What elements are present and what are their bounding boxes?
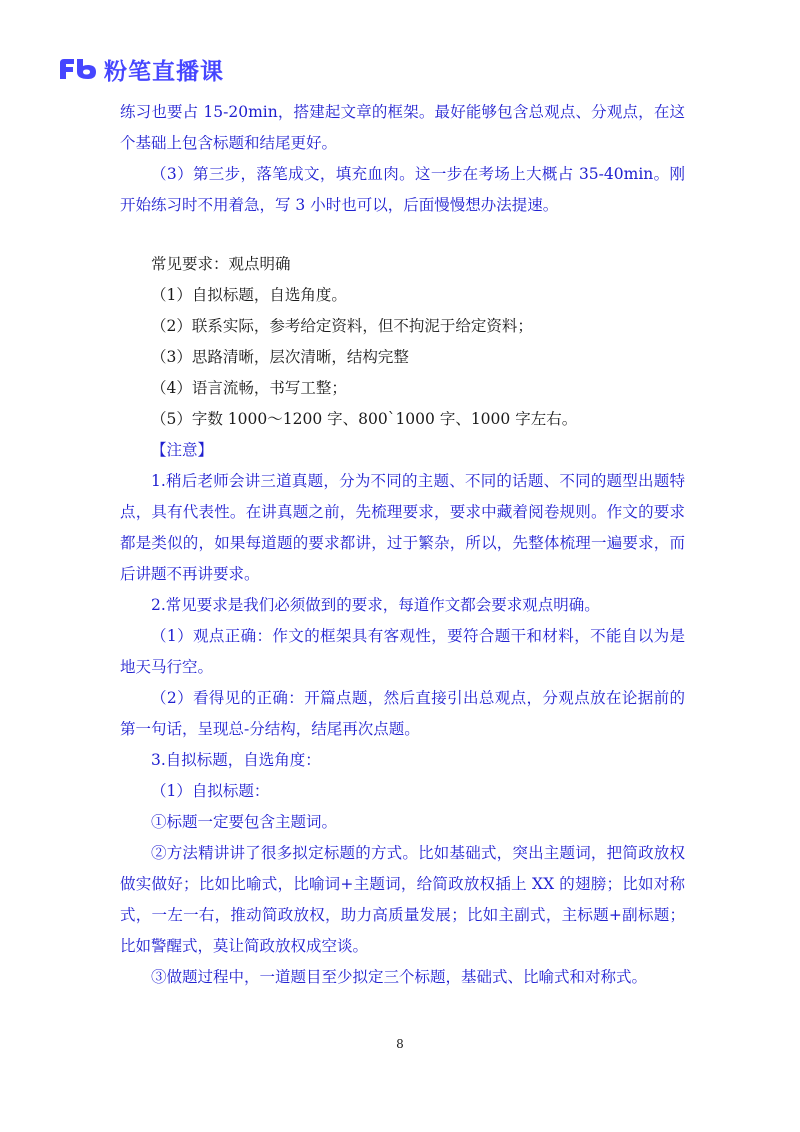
paragraph: （2）看得见的正确：开篇点题，然后直接引出总观点，分观点放在论据前的第一句话，呈现总-分结构，结尾再次点题。 [120,689,685,738]
paragraph: （1）自拟标题： [151,782,270,800]
paragraph: ③做题过程中，一道题目至少拟定三个标题，基础式、比喻式和对称式。 [151,968,648,986]
paragraph: ②方法精讲讲了很多拟定标题的方式。比如基础式，突出主题词，把简政放权做实做好；比如比喻式，比喻词+主题词，给简政放权插上 XX 的翅膀；比如对称式，一左一右，推动简政放权，助力高质量发展；比如主副式，主标题+副标题；比如警醒式，莫让简政放权成空谈。 [120,844,685,955]
paragraph: 2.常见要求是我们必须做到的要求，每道作文都会要求观点明确。 [151,596,600,614]
requirement-item: （1）自拟标题，自选角度。 [151,286,347,304]
header-logo [58,54,224,84]
paragraph: ①标题一定要包含主题词。 [151,813,338,831]
requirement-item: （5）字数 1000～1200 字、800`1000 字、1000 字左右。 [151,410,578,428]
paragraph: （1）观点正确：作文的框架具有客观性，要符合题干和材料，不能自以为是地天马行空。 [120,627,685,676]
brand-name: 粉笔直播课 [104,58,224,85]
paragraph-gap [120,221,685,243]
requirement-item: （3）思路清晰，层次清晰，结构完整 [151,348,409,366]
paragraph: 3.自拟标题，自选角度： [151,751,321,769]
page-number: 8 [396,1037,404,1051]
note-heading: 【注意】 [151,441,214,459]
paragraph: 1.稍后老师会讲三道真题，分为不同的主题、不同的话题、不同的题型出题特点，具有代表性。在讲真题之前，先梳理要求，要求中藏着阅卷规则。作文的要求都是类似的，如果每道题的要求都讲，过于繁杂，所以，先整体梳理一遍要求，而后讲题不再讲要求。 [120,472,685,583]
requirement-item: （4）语言流畅，书写工整； [151,379,347,397]
fb-logo-icon [58,57,98,81]
document-body [120,97,685,993]
paragraph: （3）第三步，落笔成文，填充血肉。这一步在考场上大概占 35-40min。刚开始练习时不用着急，写 3 小时也可以，后面慢慢想办法提速。 [120,165,685,214]
paragraph: 练习也要占 15-20min，搭建起文章的框架。最好能够包含总观点、分观点，在这个基础上包含标题和结尾更好。 [120,103,685,152]
requirements-heading: 常见要求：观点明确 [151,255,291,273]
requirement-item: （2）联系实际，参考给定资料，但不拘泥于给定资料； [151,317,533,335]
